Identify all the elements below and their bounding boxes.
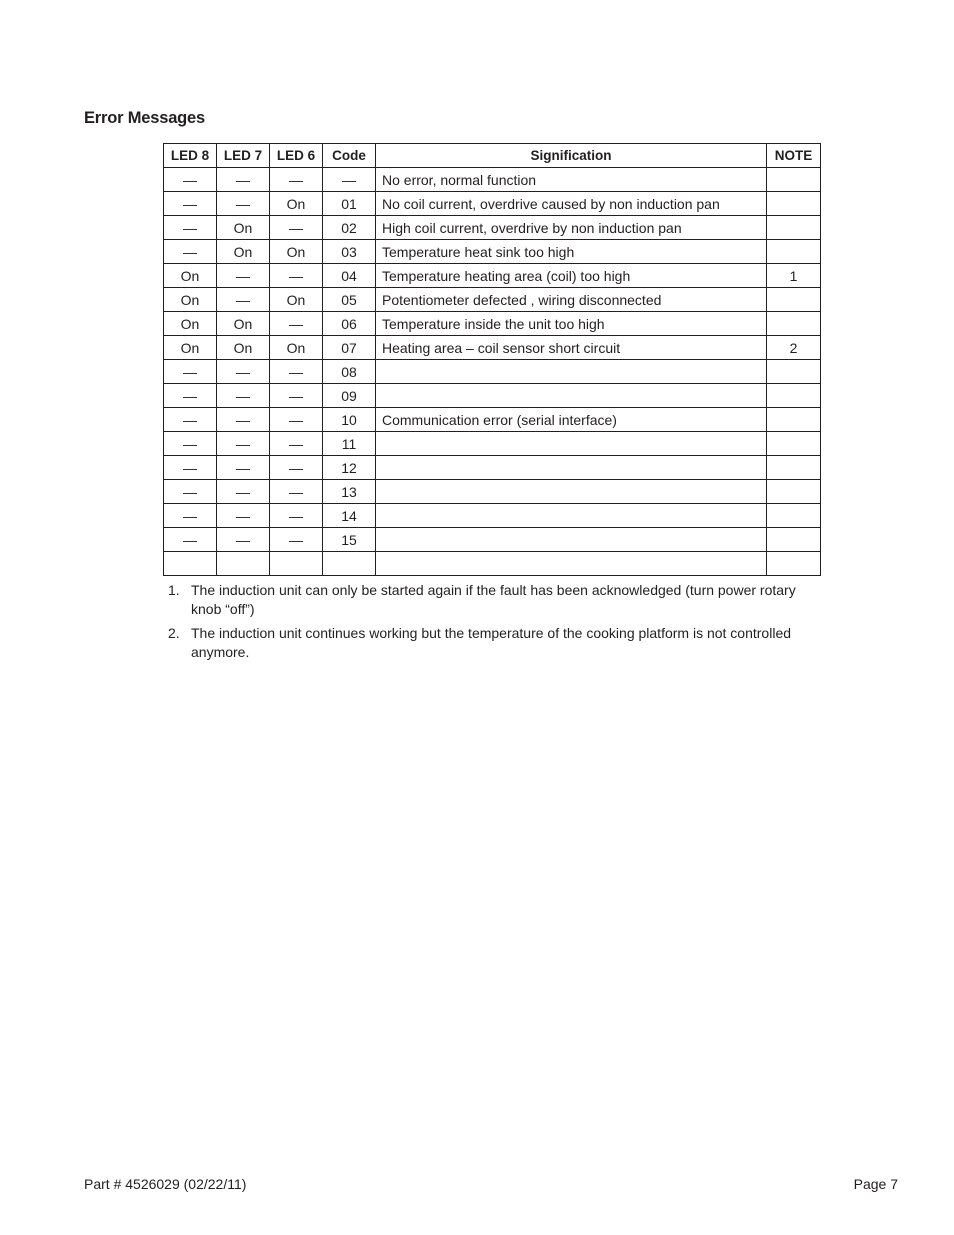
note-cell	[767, 552, 821, 576]
footer-part-number: Part # 4526029 (02/22/11)	[84, 1176, 247, 1192]
led6-cell: —	[270, 480, 323, 504]
signification-cell: Temperature heating area (coil) too high	[376, 264, 767, 288]
note-cell: 2	[767, 336, 821, 360]
led8-cell: —	[164, 192, 217, 216]
table-row	[164, 288, 821, 312]
led6-cell: —	[270, 504, 323, 528]
note-cell	[767, 432, 821, 456]
note-cell	[767, 168, 821, 192]
signification-cell: No error, normal function	[376, 168, 767, 192]
note-cell	[767, 528, 821, 552]
signification-cell	[376, 552, 767, 576]
code-cell: 15	[323, 528, 376, 552]
code-cell: 09	[323, 384, 376, 408]
led8-cell: —	[164, 168, 217, 192]
led6-cell: —	[270, 384, 323, 408]
code-cell: 13	[323, 480, 376, 504]
led6-cell: On	[270, 336, 323, 360]
code-cell: 04	[323, 264, 376, 288]
led7-cell: —	[217, 264, 270, 288]
code-cell: 01	[323, 192, 376, 216]
led6-cell: —	[270, 168, 323, 192]
signification-cell: High coil current, overdrive by non induction pan	[376, 216, 767, 240]
code-cell: 08	[323, 360, 376, 384]
table-row	[164, 264, 821, 288]
led7-cell: —	[217, 192, 270, 216]
led8-cell: —	[164, 408, 217, 432]
code-cell: 06	[323, 312, 376, 336]
led6-cell: —	[270, 360, 323, 384]
note-cell	[767, 504, 821, 528]
footnote-number: 1.	[168, 582, 180, 598]
led8-cell: —	[164, 504, 217, 528]
table-row	[164, 528, 821, 552]
led6-cell	[270, 552, 323, 576]
signification-cell: Heating area – coil sensor short circuit	[376, 336, 767, 360]
led7-cell: On	[217, 312, 270, 336]
signification-cell: Temperature heat sink too high	[376, 240, 767, 264]
led7-cell: —	[217, 528, 270, 552]
led7-cell: —	[217, 168, 270, 192]
led8-cell: On	[164, 312, 217, 336]
signification-cell: Communication error (serial interface)	[376, 408, 767, 432]
led8-cell: —	[164, 456, 217, 480]
signification-cell	[376, 360, 767, 384]
note-cell: 1	[767, 264, 821, 288]
led6-cell: On	[270, 240, 323, 264]
header-led8: LED 8	[164, 144, 217, 168]
section-title: Error Messages	[84, 109, 206, 127]
signification-cell	[376, 504, 767, 528]
code-cell	[323, 552, 376, 576]
led8-cell: On	[164, 264, 217, 288]
note-cell	[767, 456, 821, 480]
table-row	[164, 504, 821, 528]
code-cell: 10	[323, 408, 376, 432]
led8-cell: —	[164, 360, 217, 384]
led6-cell: —	[270, 456, 323, 480]
note-cell	[767, 240, 821, 264]
footnote-item	[168, 624, 808, 662]
table-row	[164, 336, 821, 360]
note-cell	[767, 480, 821, 504]
led8-cell: —	[164, 528, 217, 552]
led6-cell: —	[270, 264, 323, 288]
table-row	[164, 192, 821, 216]
table-row	[164, 432, 821, 456]
led6-cell: On	[270, 192, 323, 216]
led8-cell	[164, 552, 217, 576]
table-row	[164, 384, 821, 408]
footnote-number: 2.	[168, 625, 180, 641]
footer-page-number: Page 7	[853, 1176, 898, 1192]
led8-cell: —	[164, 432, 217, 456]
footnote-text: The induction unit can only be started again if the fault has been acknowledged (turn power rotary knob “off”)	[191, 582, 796, 617]
led6-cell: —	[270, 216, 323, 240]
footnote-item	[168, 581, 808, 619]
code-cell: 07	[323, 336, 376, 360]
table-row	[164, 240, 821, 264]
led7-cell: On	[217, 336, 270, 360]
table-row	[164, 168, 821, 192]
table-row	[164, 312, 821, 336]
signification-cell: No coil current, overdrive caused by non induction pan	[376, 192, 767, 216]
led7-cell: —	[217, 384, 270, 408]
led8-cell: —	[164, 384, 217, 408]
signification-cell	[376, 456, 767, 480]
header-led6: LED 6	[270, 144, 323, 168]
header-signification: Signification	[376, 144, 767, 168]
led8-cell: —	[164, 240, 217, 264]
note-cell	[767, 216, 821, 240]
signification-cell	[376, 480, 767, 504]
led7-cell: —	[217, 408, 270, 432]
table-body	[164, 168, 821, 576]
code-cell: 14	[323, 504, 376, 528]
led7-cell: On	[217, 216, 270, 240]
led8-cell: —	[164, 480, 217, 504]
led7-cell: —	[217, 360, 270, 384]
signification-cell	[376, 384, 767, 408]
signification-cell: Potentiometer defected , wiring disconnected	[376, 288, 767, 312]
error-messages-table	[163, 143, 821, 576]
note-cell	[767, 288, 821, 312]
led7-cell: —	[217, 432, 270, 456]
led6-cell: —	[270, 432, 323, 456]
code-cell: —	[323, 168, 376, 192]
led7-cell: On	[217, 240, 270, 264]
note-cell	[767, 192, 821, 216]
code-cell: 11	[323, 432, 376, 456]
led7-cell: —	[217, 456, 270, 480]
led7-cell: —	[217, 504, 270, 528]
signification-cell	[376, 528, 767, 552]
table-row	[164, 216, 821, 240]
header-led7: LED 7	[217, 144, 270, 168]
code-cell: 12	[323, 456, 376, 480]
led6-cell: On	[270, 288, 323, 312]
note-cell	[767, 384, 821, 408]
note-cell	[767, 312, 821, 336]
table-row	[164, 480, 821, 504]
led7-cell: —	[217, 288, 270, 312]
led8-cell: On	[164, 336, 217, 360]
header-note: NOTE	[767, 144, 821, 168]
signification-cell	[376, 432, 767, 456]
note-cell	[767, 360, 821, 384]
note-cell	[767, 408, 821, 432]
led6-cell: —	[270, 528, 323, 552]
led6-cell: —	[270, 408, 323, 432]
footnote-text: The induction unit continues working but the temperature of the cooking platform is not controlled anymore.	[191, 625, 792, 660]
signification-cell: Temperature inside the unit too high	[376, 312, 767, 336]
header-code: Code	[323, 144, 376, 168]
code-cell: 05	[323, 288, 376, 312]
led8-cell: On	[164, 288, 217, 312]
table-row	[164, 408, 821, 432]
table-row	[164, 552, 821, 576]
table-header-row	[164, 144, 821, 168]
table-row	[164, 360, 821, 384]
code-cell: 02	[323, 216, 376, 240]
led8-cell: —	[164, 216, 217, 240]
led7-cell: —	[217, 480, 270, 504]
code-cell: 03	[323, 240, 376, 264]
table-row	[164, 456, 821, 480]
led6-cell: —	[270, 312, 323, 336]
led7-cell	[217, 552, 270, 576]
footnotes-list	[168, 581, 808, 667]
